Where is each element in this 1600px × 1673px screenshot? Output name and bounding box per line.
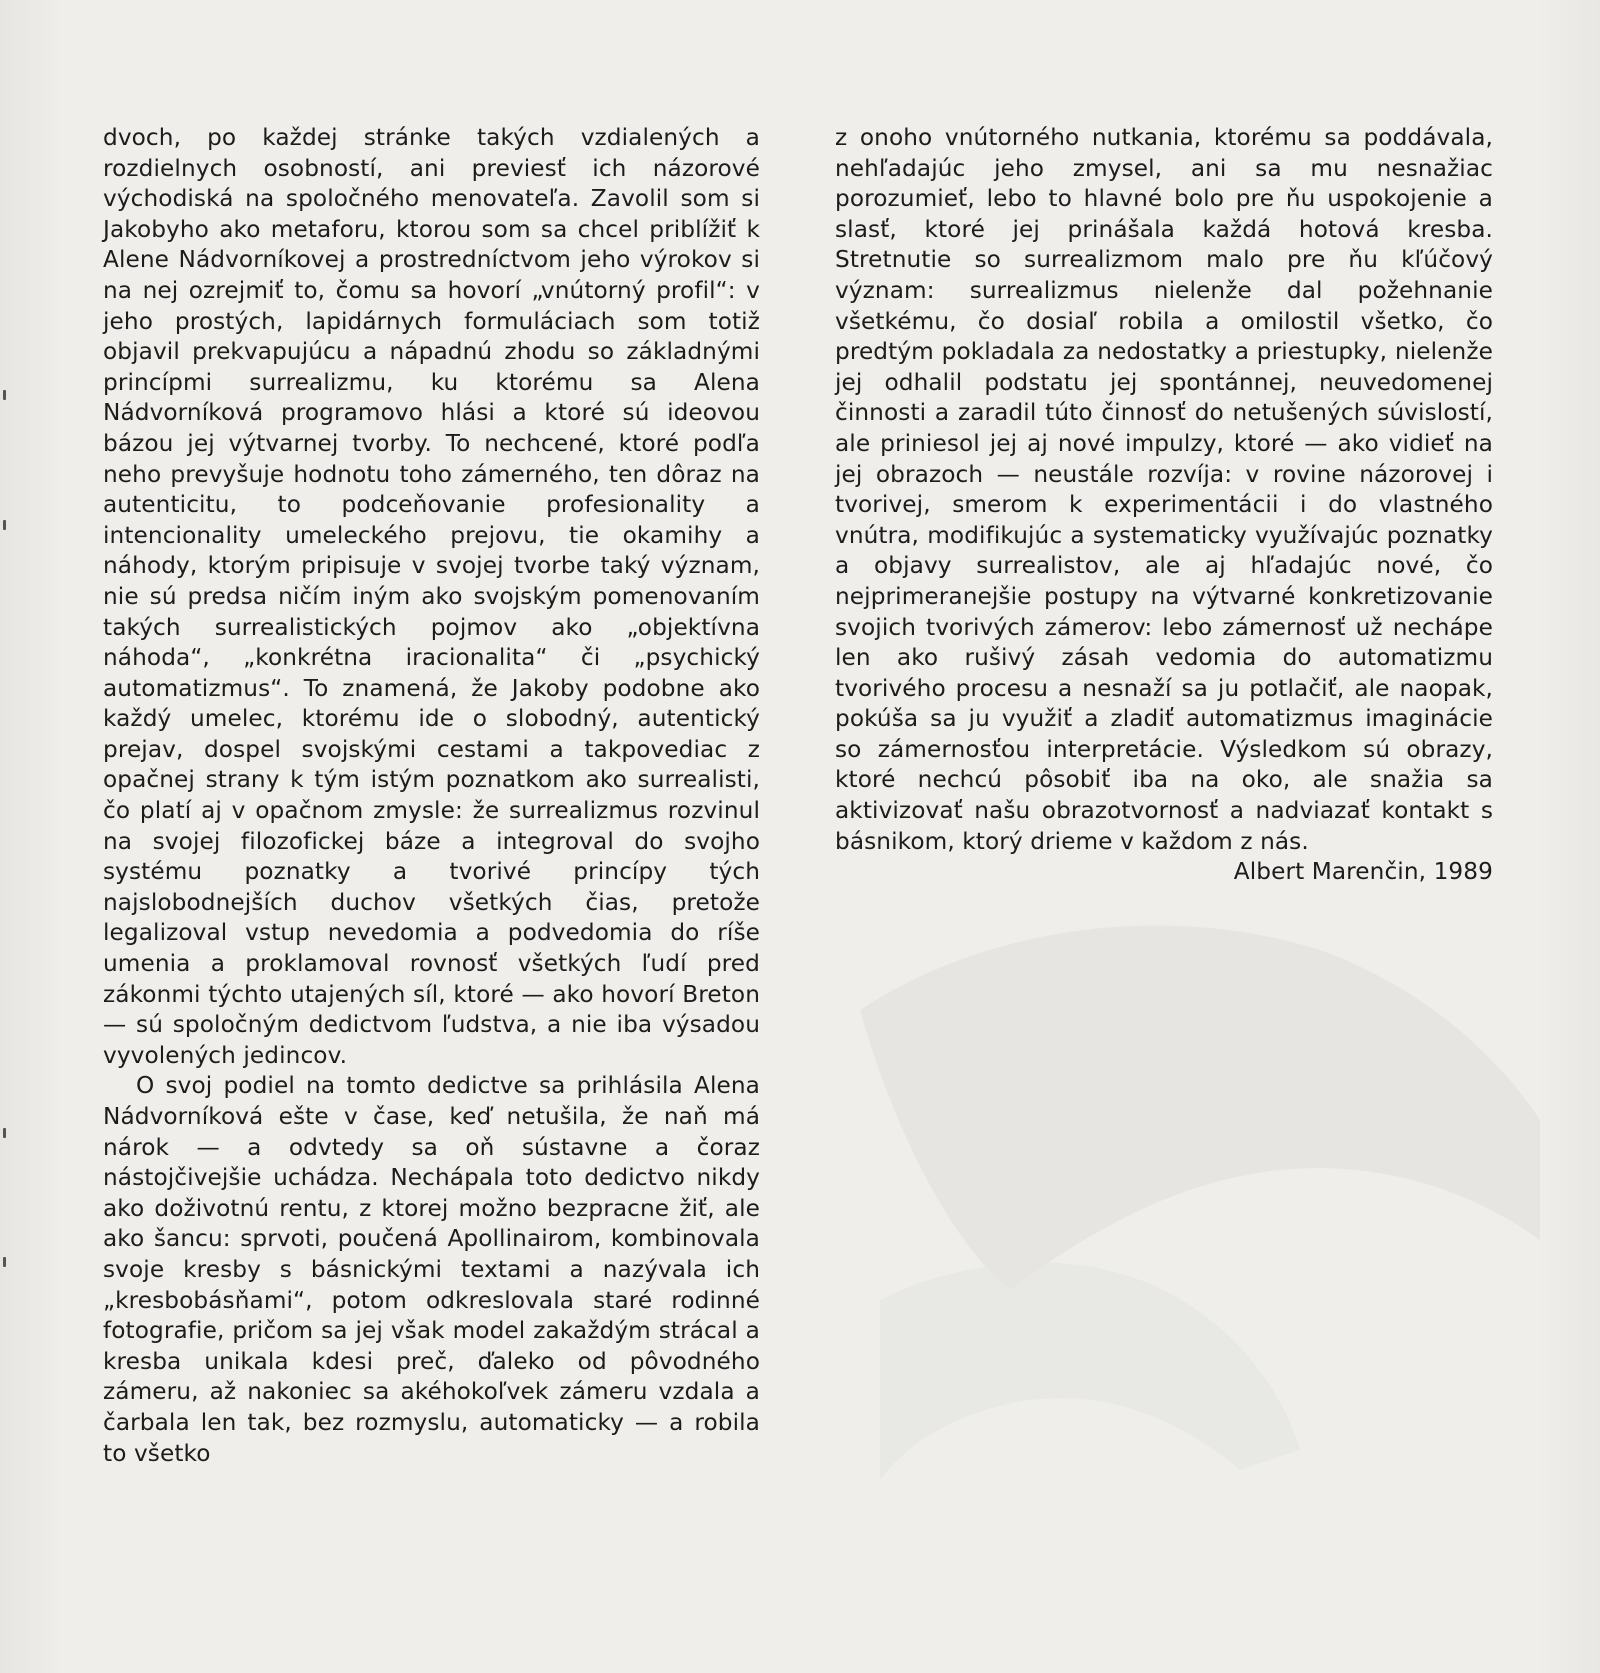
left-text-column	[103, 123, 760, 1469]
margin-mark	[3, 1257, 6, 1267]
margin-mark	[3, 390, 6, 400]
margin-mark	[3, 520, 6, 530]
body-paragraph: O svoj podiel na tomto dedictve sa prihlásila Alena Nádvorníková ešte v čase, keď netušila, že naň má nárok — a odvtedy sa oň sústavne a čoraz nástojčivejšie uchádza. Nechápala toto dedictvo nikdy ako doživotnú rentu, z ktorej možno bezpracne žiť, ale ako šancu: sprvoti, poučená Apollinairom, kombinovala svoje kresby s básnickými textami a nazývala ich „kresbobásňami“, potom odkreslovala staré rodinné fotografie, pričom sa jej však model zakaždým strácal a kresba unikala kdesi preč, ďaleko od pôvodného zámeru, až nakoniec sa akéhokoľvek zámeru vzdala a čarbala len tak, bez rozmyslu, automaticky — a robila to všetko	[103, 1072, 760, 1467]
body-paragraph: dvoch, po každej stránke takých vzdialených a rozdielnych osobností, ani previesť ich názorové východiská na spoločného menovateľa. Zavolil som si Jakobyho ako metaforu, ktorou som sa chcel priblížiť k Alene Nádvorníkovej a prostredníctvom jeho výrokov si na nej ozrejmiť to, čomu sa hovorí „vnútorný profil“: v jeho prostých, lapidárnych formuláciach som totiž objavil prekvapujúcu a nápadnú zhodu so základnými princípmi surrealizmu, ku ktorému sa Alena Nádvorníková programovo hlási a ktoré sú ideovou bázou jej výtvarnej tvorby. To nechcené, ktoré podľa neho prevyšuje hodnotu toho zámerného, ten dôraz na autenticitu, to podceňovanie profesionality a intencionality umeleckého prejovu, tie okamihy a náhody, ktorým pripisuje v svojej tvorbe taký význam, nie sú predsa ničím iným ako svojským pomenovaním takých surrealistických pojmov ako „objektívna náhoda“, „konkrétna iracionalita“ či „psychický automatizmus“. To znamená, že Jakoby podobne ako každý umelec, ktorému ide o slobodný, autentický prejav, dospel svojskými cestami a takpovediac z opačnej strany k tým istým poznatkom ako surrealisti, čo platí aj v opačnom zmysle: že surrealizmus rozvinul na svojej filozofickej báze a integroval do svojho systému poznatky a tvorivé princípy tých najslobodnejších duchov všetkých čias, pretože legalizoval vstup nevedomia a podvedomia do ríše umenia a proklamoval rovnosť všetkých ľudí pred zákonmi týchto utajených síl, ktoré — ako hovorí Breton — sú spoločným dedictvom ľudstva, a nie iba výsadou vyvolených jedincov.	[103, 124, 760, 1069]
author-signature: Albert Marenčin, 1989	[1233, 858, 1493, 886]
body-paragraph: z onoho vnútorného nutkania, ktorému sa poddávala, nehľadajúc jeho zmysel, ani sa mu nesnažiac porozumieť, lebo to hlavné bolo pre ňu uspokojenie a slasť, ktoré jej prinášala každá hotová kresba. Stretnutie so surrealizmom malo pre ňu kľúčový význam: surrealizmus nielenže dal požehnanie všetkému, čo dosiaľ robila a omilostil všetko, čo predtým pokladala za nedostatky a priestupky, nielenže jej odhalil podstatu jej spontánnej, neuvedomenej činnosti a zaradil túto činnosť do netušených súvislostí, ale priniesol jej aj nové impulzy, ktoré — ako vidieť na jej obrazoch — neustále rozvíja: v rovine názorovej i tvorivej, smerom k experimentácii i do vlastného vnútra, modifikujúc a systematicky využívajúc poznatky a objavy surrealistov, ale aj hľadajúc nové, čo nejprimeranejšie postupy na výtvarné konkretizovanie svojich tvorivých zámerov: lebo zámernosť už nechápe len ako rušivý zásah vedomia do automatizmu tvorivého procesu a nesnaží sa ju potlačiť, ale naopak, pokúša sa ju využiť a zladiť automatizmus imaginácie so zámernosťou interpretácie. Výsledkom sú obrazy, ktoré nechcú pôsobiť iba na oko, ale snažia sa aktivizovať našu obrazotvornosť a nadviazať kontakt s básnikom, ktorý drieme v každom z nás.	[835, 124, 1493, 855]
margin-mark	[3, 1128, 6, 1138]
show-through-shape-upper	[860, 926, 1540, 1290]
show-through-shape-lower	[880, 1263, 1300, 1480]
right-text-column	[835, 123, 1493, 888]
